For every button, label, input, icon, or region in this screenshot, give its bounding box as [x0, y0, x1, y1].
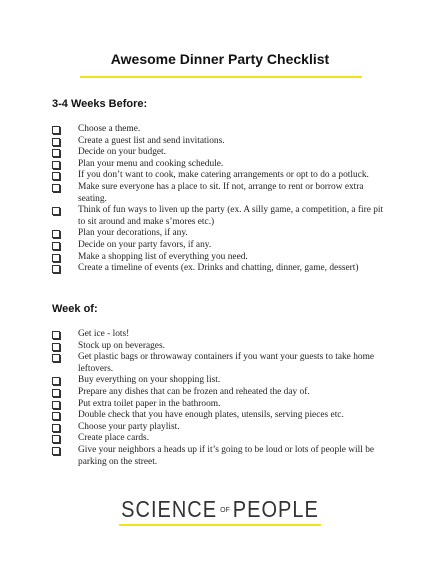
checkbox-icon[interactable] [52, 401, 60, 409]
checkbox-icon[interactable] [52, 447, 60, 455]
checkbox-icon[interactable] [52, 343, 60, 351]
checklist-item-text: Put extra toilet paper in the bathroom. [78, 398, 221, 409]
checklist-item-text: Choose a theme. [78, 124, 141, 134]
checkbox-icon[interactable] [52, 354, 60, 362]
checklist-item [52, 263, 392, 275]
checklist-item [52, 329, 392, 341]
checklist-item [52, 352, 392, 375]
logo-word-of: OF [220, 507, 230, 514]
checklist-item-text: Get plastic bags or throwaway containers if you want your guests to take home leftovers. [78, 352, 375, 374]
logo-word-people: PEOPLE [232, 497, 319, 523]
checklist-item-text: Make sure everyone has a place to sit. If not, arrange to rent or borrow extra seating. [78, 181, 364, 204]
checkbox-icon[interactable] [52, 161, 60, 169]
checklist-item-text: Make a shopping list of everything you need. [78, 251, 248, 262]
checklist-item [52, 136, 392, 148]
checkbox-icon[interactable] [52, 230, 60, 238]
checklist-item-text: Decide on your party favors, if any. [78, 239, 212, 250]
checklist-item-text: Think of fun ways to liven up the party (ex. A silly game, a competition, a fire pit to sit around and make s’mores etc.) [78, 205, 384, 227]
checklist-item [52, 399, 392, 411]
checkbox-icon[interactable] [52, 149, 60, 157]
checklist-item [52, 182, 392, 205]
title-underline [80, 76, 362, 78]
checklist-item [52, 375, 392, 387]
checklist-item-text: Double check that you have enough plates, utensils, serving pieces etc. [78, 410, 344, 421]
checklist-item [52, 170, 392, 182]
checkbox-icon[interactable] [52, 412, 60, 420]
section-heading-week-of: Week of: [52, 303, 98, 315]
checklist-item [52, 159, 392, 171]
checkbox-icon[interactable] [52, 435, 60, 443]
checklist-item-text: Create a timeline of events (ex. Drinks and chatting, dinner, game, dessert) [78, 263, 359, 274]
checkbox-icon[interactable] [52, 184, 60, 192]
logo-word-science: SCIENCE [121, 497, 218, 523]
checkbox-icon[interactable] [52, 331, 60, 339]
checklist-item [52, 228, 392, 240]
checklist-item [52, 147, 392, 159]
checklist-item-text: Buy everything on your shopping list. [78, 375, 221, 386]
checkbox-icon[interactable] [52, 126, 60, 134]
checklist-item-text: Plan your decorations, if any. [78, 228, 188, 239]
checkbox-icon[interactable] [52, 254, 60, 262]
checkbox-icon[interactable] [52, 265, 60, 273]
checklist-item [52, 205, 392, 228]
checklist-item [52, 252, 392, 264]
checklist-item [52, 433, 392, 445]
checkbox-icon[interactable] [52, 207, 60, 215]
checkbox-icon[interactable] [52, 242, 60, 250]
checklist-item [52, 387, 392, 399]
checklist-item [52, 240, 392, 252]
checklist-item [52, 124, 392, 136]
checklist-item [52, 341, 392, 353]
checklist-weeks-before [52, 124, 392, 275]
checklist-item-text: Get ice - lots! [78, 329, 130, 339]
checklist-item-text: Choose your party playlist. [78, 421, 180, 432]
checklist-item-text: Decide on your budget. [78, 147, 166, 158]
checklist-item-text: If you don’t want to cook, make catering arrangements or opt to do a potluck. [78, 170, 369, 181]
checkbox-icon[interactable] [52, 377, 60, 385]
checklist-week-of [52, 329, 392, 468]
checklist-item-text: Prepare any dishes that can be frozen and reheated the day of. [78, 386, 310, 397]
checkbox-icon[interactable] [52, 389, 60, 397]
science-of-people-logo [0, 499, 440, 526]
page-title: Awesome Dinner Party Checklist [110, 51, 330, 67]
checklist-item-text: Stock up on beverages. [78, 340, 165, 351]
checklist-item [52, 422, 392, 434]
section-heading-weeks-before: 3-4 Weeks Before: [52, 98, 148, 110]
checklist-item-text: Create place cards. [78, 433, 150, 444]
checkbox-icon[interactable] [52, 424, 60, 432]
checklist-item-text: Give your neighbors a heads up if it’s going to be loud or lots of people will be parking on the street. [78, 444, 375, 467]
checklist-item [52, 445, 392, 468]
checklist-item-text: Plan your menu and cooking schedule. [78, 158, 224, 169]
checkbox-icon[interactable] [52, 172, 60, 180]
checklist-item [52, 410, 392, 422]
logo-underline [119, 524, 321, 526]
checklist-item-text: Create a guest list and send invitations. [78, 135, 225, 146]
checkbox-icon[interactable] [52, 138, 60, 146]
